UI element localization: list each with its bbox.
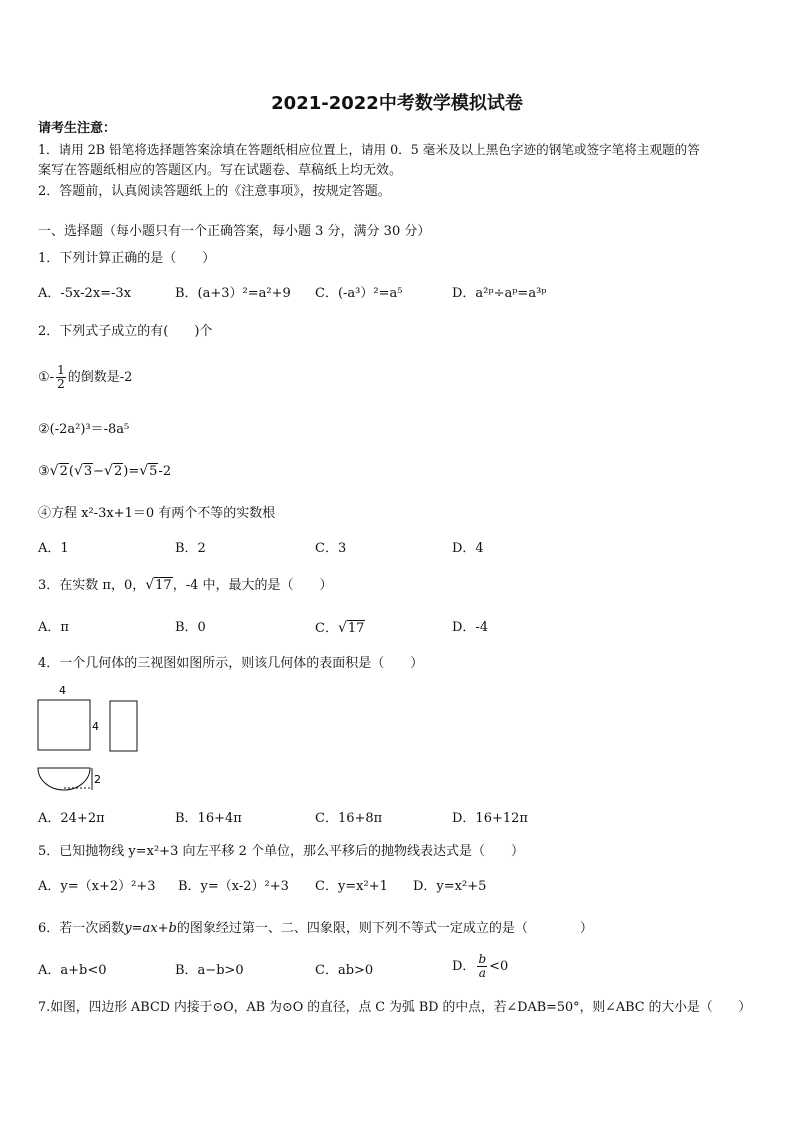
page-title: 2021-2022中考数学模拟试卷: [271, 93, 523, 114]
q3-stem-a: 3．在实数 π，0，: [38, 578, 146, 593]
q2-option-d: D．4: [452, 541, 484, 556]
q5-option-c: C．y=x²+1: [315, 879, 388, 894]
q2-item-3: ③√2(√3−√2)=√5-2: [38, 463, 172, 479]
q6-option-b: B．a−b>0: [175, 963, 244, 978]
fraction-b-over-a: $\frac{b}{a}$: [478, 952, 487, 980]
q2-item-3-prefix: ③: [38, 464, 50, 479]
semicircle-top-view: [38, 768, 90, 790]
fig-label-top: 4: [59, 684, 66, 697]
q2-item-3-tail: -2: [158, 464, 172, 479]
q5-option-a: A．y=（x+2）²+3: [38, 879, 156, 894]
notice-heading: 请考生注意：: [38, 121, 117, 136]
q3-option-d: D．-4: [452, 620, 489, 635]
sqrt-17-option: √17: [337, 620, 365, 636]
q2-option-c: C．3: [315, 541, 347, 556]
q5-option-b: B．y=（x-2）²+3: [178, 879, 289, 894]
q2-item-1: [38, 364, 132, 391]
q3-option-b: B．0: [175, 620, 206, 635]
q3-option-a: A．π: [38, 620, 69, 635]
q3-option-c: [315, 619, 365, 638]
q2-item-1-suffix: 的倒数是-2: [67, 370, 133, 385]
q1-option-b: B．(a+3）²=a²+9: [175, 286, 291, 301]
fraction: [56, 364, 66, 391]
question-3-stem: [38, 576, 332, 595]
q6-stem-b: 的图象经过第一、二、四象限，则下列不等式一定成立的是（ ）: [176, 921, 593, 936]
q2-item-2: ②(-2a²)³＝-8a⁵: [38, 422, 130, 437]
q4-option-d: D．16+12π: [452, 811, 528, 826]
q6-stem-expr: y=ax+b: [124, 921, 177, 936]
q1-option-a: A．-5x-2x=-3x: [38, 286, 132, 301]
fig-label-semi: 2: [94, 773, 101, 786]
sqrt-3: √3: [73, 463, 93, 479]
fraction-denominator: 2: [57, 377, 65, 391]
q6-option-a: A．a+b<0: [38, 963, 107, 978]
three-view-figure: [30, 682, 120, 802]
question-1-stem: 1．下列计算正确的是（ ）: [38, 251, 216, 266]
question-4-stem: 4．一个几何体的三视图如图所示，则该几何体的表面积是（ ）: [38, 656, 424, 671]
front-view-square: [38, 700, 90, 750]
q2-item-4: ④方程 x²-3x+1＝0 有两个不等的实数根: [38, 506, 276, 521]
q6-stem-a: 6．若一次函数: [38, 921, 125, 936]
q6-option-c: C．ab>0: [315, 963, 374, 978]
sqrt-5: √5: [139, 463, 158, 479]
side-view-figure: [108, 700, 140, 754]
q2-item-1-minus: -: [49, 370, 55, 385]
sqrt-17: √17: [145, 577, 172, 593]
fig-label-side: 4: [92, 720, 99, 733]
side-view-rect: [110, 701, 137, 751]
q2-item-1-prefix: ①: [38, 370, 50, 385]
question-5-stem: 5．已知抛物线 y=x²+3 向左平移 2 个单位，那么平移后的抛物线表达式是（ ）: [38, 844, 525, 859]
q4-option-c: C．16+8π: [315, 811, 383, 826]
q6-option-d-tail: <0: [489, 959, 509, 974]
q3-stem-b: ，-4 中，最大的是（ ）: [172, 578, 333, 593]
question-6-stem: [38, 920, 593, 938]
q2-option-a: A．1: [38, 541, 69, 556]
q6-option-d-label: D．: [452, 959, 476, 974]
sqrt-2: √2: [49, 463, 68, 479]
question-2-stem: 2．下列式子成立的有( )个: [38, 324, 213, 339]
q1-option-d: D．a²ᵖ÷aᵖ=a³ᵖ: [452, 286, 547, 301]
q3-option-c-label: C．: [315, 621, 338, 636]
question-7-stem: 7.如图，四边形 ABCD 内接于⊙O，AB 为⊙O 的直径，点 C 为弧 BD 的中点，若∠DAB=50°，则∠ABC 的大小是（ ）: [38, 1000, 752, 1015]
notice-line-2: 案写在答题纸相应的答题区内。写在试题卷、草稿纸上均无效。: [38, 163, 403, 178]
q4-option-b: B．16+4π: [175, 811, 242, 826]
q4-option-a: A．24+2π: [38, 811, 105, 826]
notice-line-3: 2．答题前，认真阅读答题纸上的《注意事项》，按规定答题。: [38, 184, 391, 199]
q5-option-d: D．y=x²+5: [413, 879, 487, 894]
fraction-numerator: 1: [57, 363, 65, 377]
q6-option-d: [452, 953, 508, 980]
notice-line-1: 1．请用 2B 铅笔将选择题答案涂填在答题纸相应位置上，请用 0．5 毫米及以上黑色字迹的钢笔或签字笔将主观题的答: [38, 142, 700, 157]
q2-option-b: B．2: [175, 541, 206, 556]
section-heading: 一、选择题（每小题只有一个正确答案，每小题 3 分，满分 30 分）: [38, 224, 431, 239]
q1-option-c: C．(-a³）²=a⁵: [315, 286, 403, 301]
sqrt-2b: √2: [104, 463, 123, 479]
